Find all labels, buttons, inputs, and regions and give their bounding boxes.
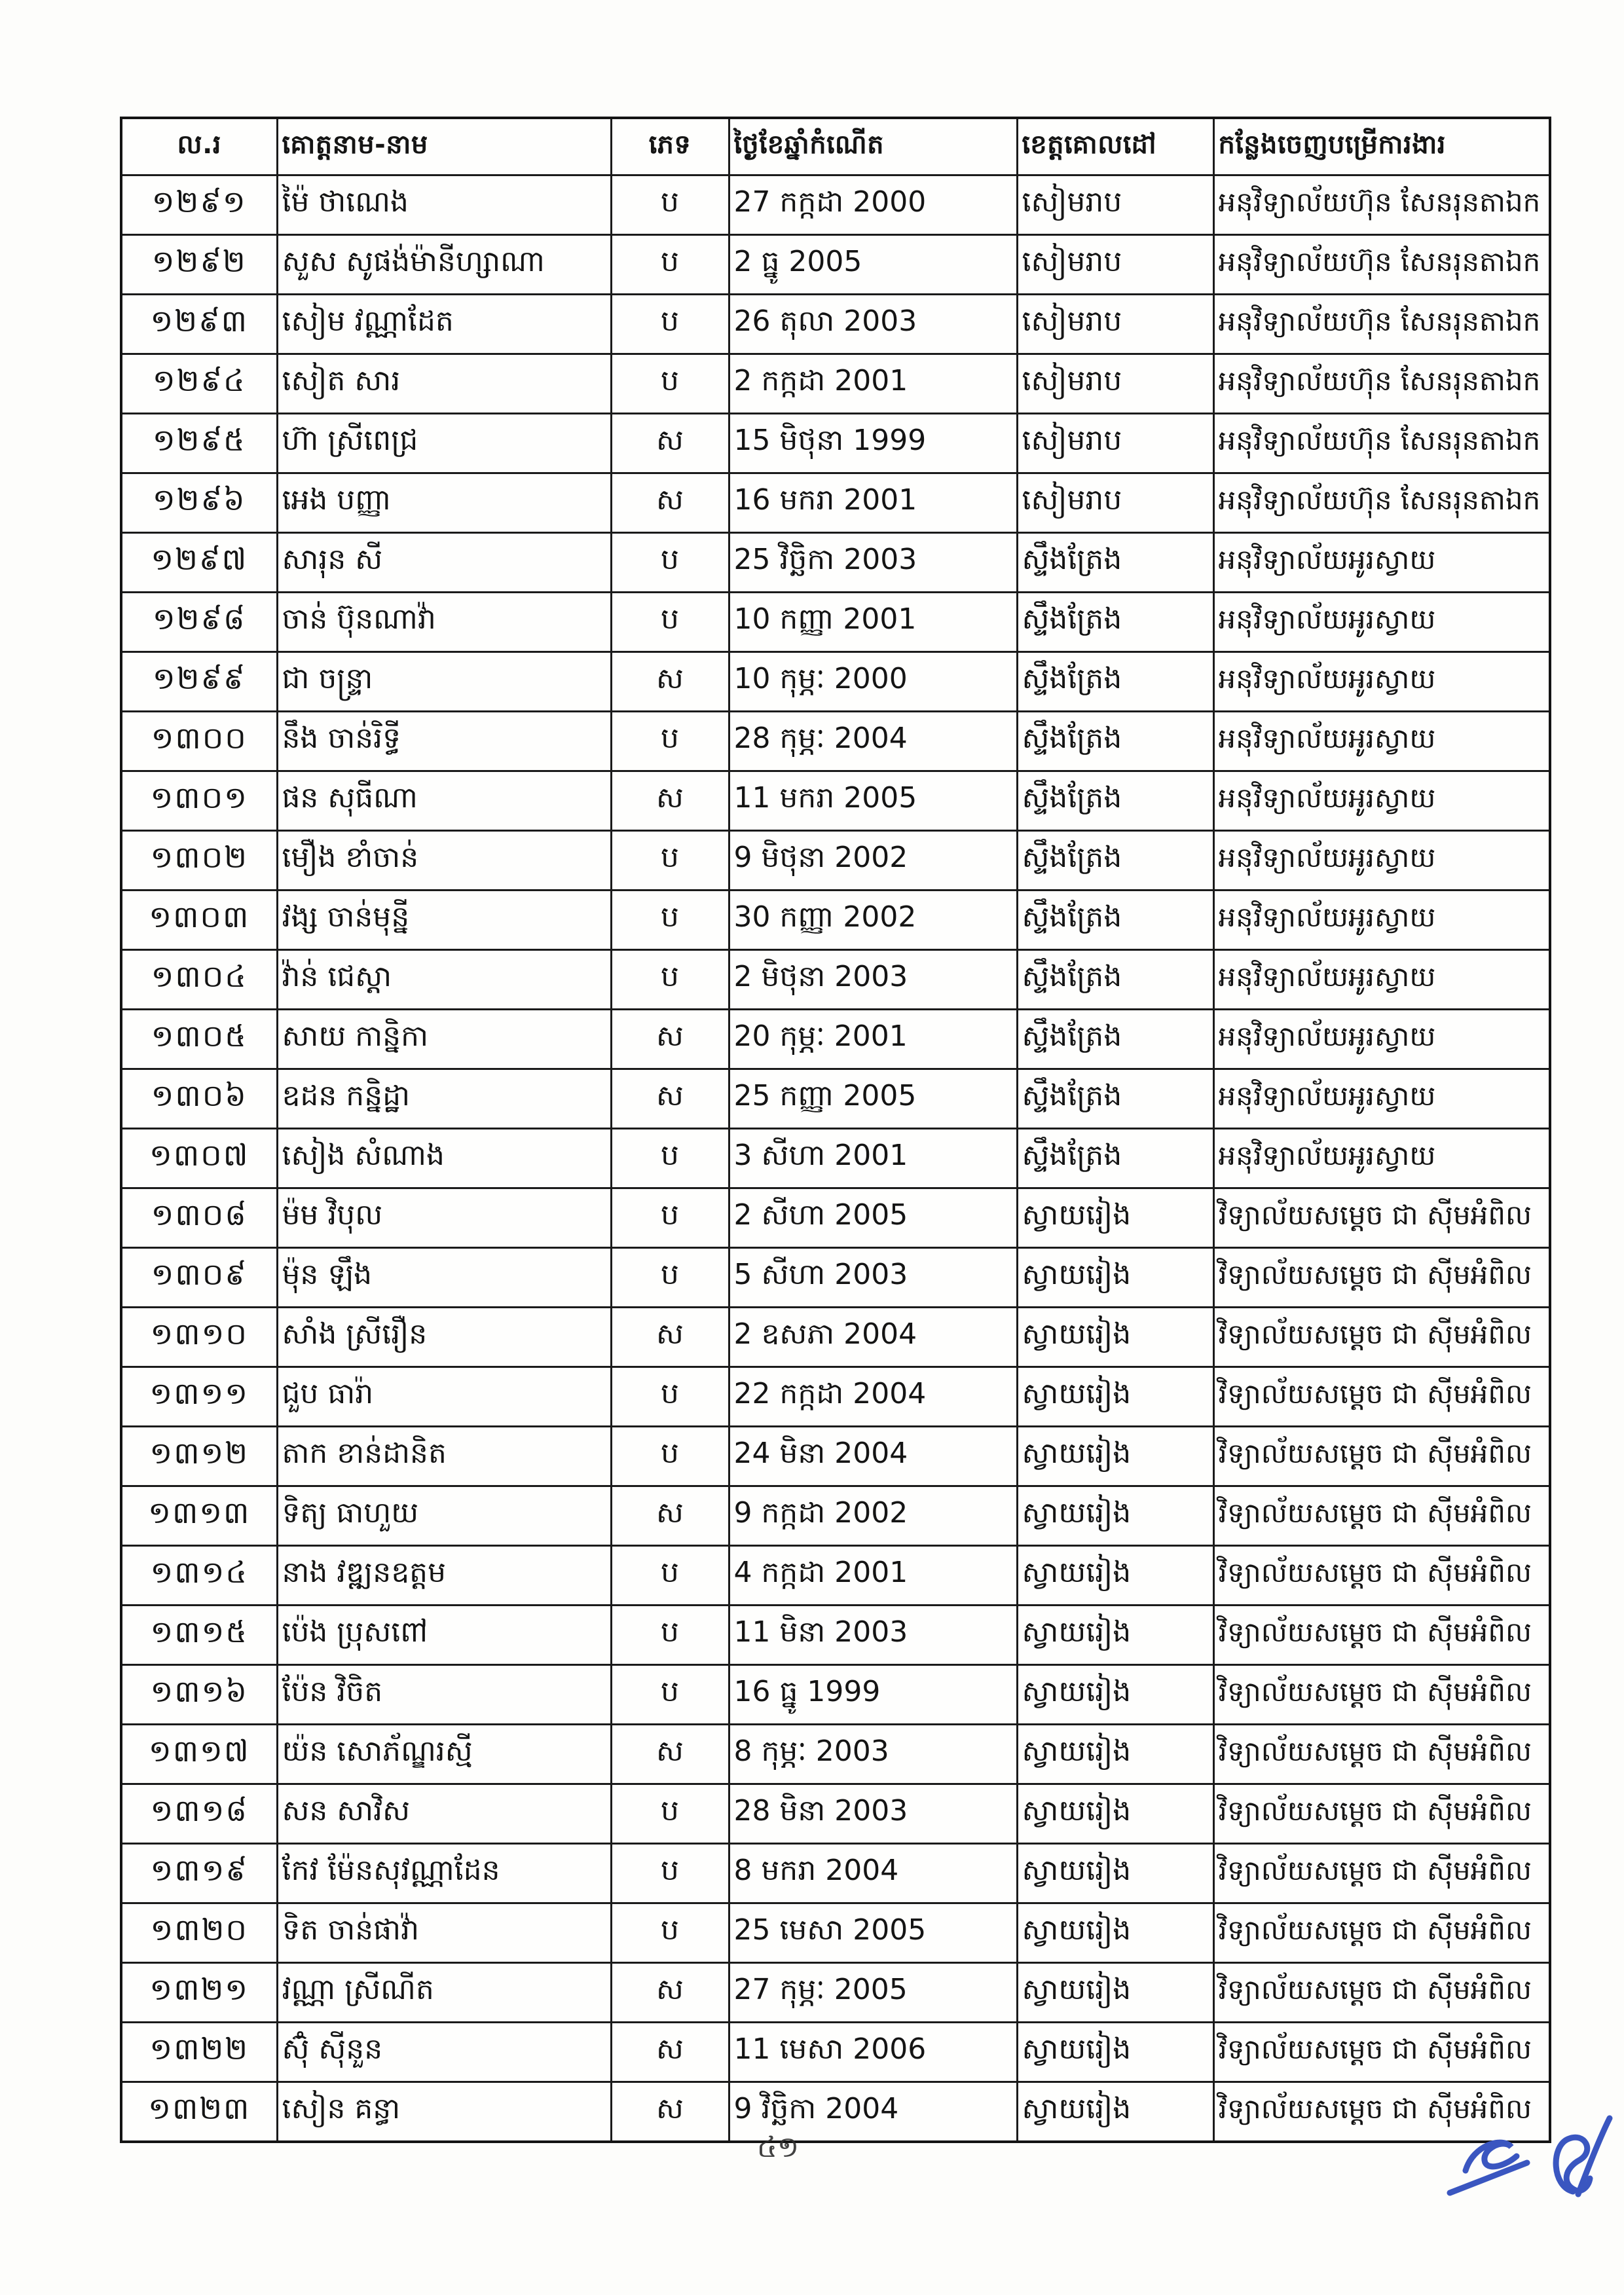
table-row [121, 1903, 1550, 1963]
table-row [121, 354, 1550, 414]
signatures-area [1414, 2105, 1611, 2210]
row-number-cell: ១២៩១ [121, 175, 277, 235]
province-cell: ស្វាយរៀង [1017, 2023, 1213, 2082]
table-row [121, 1844, 1550, 1903]
province-cell: ស្វាយរៀង [1017, 1784, 1213, 1844]
dob-cell: 28 មិនា 2003 [729, 1784, 1017, 1844]
workplace-cell: វិទ្យាល័យសម្តេច ជា ស៊ីមអំពិល [1213, 1367, 1550, 1427]
table-row [121, 1069, 1550, 1129]
dob-cell: 11 មករា 2005 [729, 771, 1017, 831]
gender-cell: ប [611, 1248, 729, 1308]
workplace-cell: វិទ្យាល័យសម្តេច ជា ស៊ីមអំពិល [1213, 2023, 1550, 2082]
dob-cell: 4 កក្កដា 2001 [729, 1546, 1017, 1606]
dob-cell: 9 កក្កដា 2002 [729, 1486, 1017, 1546]
dob-cell: 3 សីហា 2001 [729, 1129, 1017, 1188]
table-row [121, 1427, 1550, 1486]
gender-cell: ប [611, 1129, 729, 1188]
dob-cell: 30 កញ្ញា 2002 [729, 890, 1017, 950]
row-number-cell: ១៣០០ [121, 712, 277, 771]
name-cell: សន សាវិស [277, 1784, 611, 1844]
province-cell: សៀមរាប [1017, 473, 1213, 533]
workplace-cell: វិទ្យាល័យសម្តេច ជា ស៊ីមអំពិល [1213, 2082, 1550, 2142]
table-row [121, 1546, 1550, 1606]
table-row [121, 175, 1550, 235]
dob-cell: 10 កុម្ភៈ 2000 [729, 652, 1017, 712]
name-cell: យ៉ន សោភ័ណ្ឌរស្មី [277, 1725, 611, 1784]
name-cell: ម៉ុន ឡឹង [277, 1248, 611, 1308]
table-row [121, 533, 1550, 593]
gender-cell: ប [611, 1188, 729, 1248]
name-cell: សាយ កាន្និកា [277, 1010, 611, 1069]
gender-cell: ប [611, 533, 729, 593]
province-cell: ស្ទឹងត្រែង [1017, 1069, 1213, 1129]
province-cell: ស្វាយរៀង [1017, 1308, 1213, 1367]
dob-cell: 9 មិថុនា 2002 [729, 831, 1017, 890]
gender-cell: ប [611, 1606, 729, 1665]
gender-cell: ប [611, 1367, 729, 1427]
province-cell: ស្វាយរៀង [1017, 1248, 1213, 1308]
gender-cell: ប [611, 1546, 729, 1606]
dob-cell: 8 កុម្ភៈ 2003 [729, 1725, 1017, 1784]
name-cell: ហ៊ា ស្រីពេជ្រ [277, 414, 611, 473]
gender-cell: ប [611, 354, 729, 414]
header-gender: ភេទ [611, 118, 729, 175]
table-row [121, 1308, 1550, 1367]
table-row [121, 1248, 1550, 1308]
table-row [121, 1606, 1550, 1665]
table-row [121, 593, 1550, 652]
row-number-cell: ១៣១០ [121, 1308, 277, 1367]
row-number-cell: ១៣១៩ [121, 1844, 277, 1903]
dob-cell: 28 កុម្ភៈ 2004 [729, 712, 1017, 771]
name-cell: សៀង សំណាង [277, 1129, 611, 1188]
name-cell: សារុន សី [277, 533, 611, 593]
row-number-cell: ១២៩៧ [121, 533, 277, 593]
workplace-cell: អនុវិទ្យាល័យអូរស្វាយ [1213, 1010, 1550, 1069]
name-cell: វ៉ាន់ ជេស្តា [277, 950, 611, 1010]
gender-cell: ស [611, 1963, 729, 2023]
workplace-cell: វិទ្យាល័យសម្តេច ជា ស៊ីមអំពិល [1213, 1308, 1550, 1367]
workplace-cell: អនុវិទ្យាល័យហ៊ុន សែនរុនតាឯក [1213, 235, 1550, 295]
workplace-cell: អនុវិទ្យាល័យអូរស្វាយ [1213, 831, 1550, 890]
name-cell: ជួប ធារ៉ា [277, 1367, 611, 1427]
row-number-cell: ១២៩៤ [121, 354, 277, 414]
gender-cell: ស [611, 2082, 729, 2142]
workplace-cell: អនុវិទ្យាល័យអូរស្វាយ [1213, 533, 1550, 593]
workplace-cell: វិទ្យាល័យសម្តេច ជា ស៊ីមអំពិល [1213, 1844, 1550, 1903]
workplace-cell: វិទ្យាល័យសម្តេច ជា ស៊ីមអំពិល [1213, 1903, 1550, 1963]
dob-cell: 25 មេសា 2005 [729, 1903, 1017, 1963]
name-cell: នឹង ចាន់រិទ្ធី [277, 712, 611, 771]
name-cell: ផន សុធីណា [277, 771, 611, 831]
table-row [121, 771, 1550, 831]
name-cell: ជា ចន្ទ្រា [277, 652, 611, 712]
gender-cell: ប [611, 1665, 729, 1725]
name-cell: ម៉ម វិបុល [277, 1188, 611, 1248]
table-row [121, 1725, 1550, 1784]
row-number-cell: ១៣១៣ [121, 1486, 277, 1546]
province-cell: ស្វាយរៀង [1017, 1486, 1213, 1546]
province-cell: ស្វាយរៀង [1017, 1665, 1213, 1725]
gender-cell: ប [611, 1427, 729, 1486]
table-row [121, 473, 1550, 533]
province-cell: ស្វាយរៀង [1017, 1188, 1213, 1248]
province-cell: ស្វាយរៀង [1017, 1903, 1213, 1963]
gender-cell: ប [611, 950, 729, 1010]
gender-cell: ប [611, 1784, 729, 1844]
dob-cell: 25 វិច្ឆិកា 2003 [729, 533, 1017, 593]
province-cell: សៀមរាប [1017, 175, 1213, 235]
table-row [121, 1963, 1550, 2023]
header-number: ល.រ [121, 118, 277, 175]
dob-cell: 10 កញ្ញា 2001 [729, 593, 1017, 652]
province-cell: ស្ទឹងត្រែង [1017, 831, 1213, 890]
row-number-cell: ១៣០១ [121, 771, 277, 831]
name-cell: ទិត្យ ធាហួយ [277, 1486, 611, 1546]
gender-cell: ប [611, 593, 729, 652]
province-cell: ស្វាយរៀង [1017, 1963, 1213, 2023]
province-cell: សៀមរាប [1017, 235, 1213, 295]
gender-cell: ស [611, 2023, 729, 2082]
row-number-cell: ១៣២០ [121, 1903, 277, 1963]
gender-cell: ស [611, 1010, 729, 1069]
workplace-cell: អនុវិទ្យាល័យអូរស្វាយ [1213, 1129, 1550, 1188]
row-number-cell: ១៣០៨ [121, 1188, 277, 1248]
workplace-cell: អនុវិទ្យាល័យអូរស្វាយ [1213, 950, 1550, 1010]
workplace-cell: អនុវិទ្យាល័យអូរស្វាយ [1213, 771, 1550, 831]
row-number-cell: ១៣០៣ [121, 890, 277, 950]
dob-cell: 2 ឧសភា 2004 [729, 1308, 1017, 1367]
row-number-cell: ១៣០៤ [121, 950, 277, 1010]
table-row [121, 1486, 1550, 1546]
dob-cell: 9 វិច្ឆិកា 2004 [729, 2082, 1017, 2142]
dob-cell: 20 កុម្ភៈ 2001 [729, 1010, 1017, 1069]
province-cell: ស្ទឹងត្រែង [1017, 593, 1213, 652]
gender-cell: ស [611, 1308, 729, 1367]
row-number-cell: ១៣១៥ [121, 1606, 277, 1665]
workplace-cell: វិទ្យាល័យសម្តេច ជា ស៊ីមអំពិល [1213, 1546, 1550, 1606]
gender-cell: ស [611, 473, 729, 533]
gender-cell: ប [611, 235, 729, 295]
header-name: គោត្តនាម-នាម [277, 118, 611, 175]
row-number-cell: ១៣២២ [121, 2023, 277, 2082]
province-cell: សៀមរាប [1017, 414, 1213, 473]
gender-cell: ប [611, 1844, 729, 1903]
row-number-cell: ១៣១៧ [121, 1725, 277, 1784]
name-cell: ស៊ុំ ស៊ីនួន [277, 2023, 611, 2082]
dob-cell: 16 ធ្នូ 1999 [729, 1665, 1017, 1725]
gender-cell: ស [611, 1069, 729, 1129]
name-cell: វណ្ណា ស្រីណីត [277, 1963, 611, 2023]
row-number-cell: ១៣០៥ [121, 1010, 277, 1069]
province-cell: ស្ទឹងត្រែង [1017, 712, 1213, 771]
table-row [121, 950, 1550, 1010]
row-number-cell: ១៣២៣ [121, 2082, 277, 2142]
name-cell: ទិត ចាន់ផាវ៉ា [277, 1903, 611, 1963]
table-row [121, 2082, 1550, 2142]
dob-cell: 24 មិនា 2004 [729, 1427, 1017, 1486]
workplace-cell: វិទ្យាល័យសម្តេច ជា ស៊ីមអំពិល [1213, 1784, 1550, 1844]
province-cell: ស្ទឹងត្រែង [1017, 1129, 1213, 1188]
workplace-cell: វិទ្យាល័យសម្តេច ជា ស៊ីមអំពិល [1213, 1606, 1550, 1665]
workplace-cell: វិទ្យាល័យសម្តេច ជា ស៊ីមអំពិល [1213, 1963, 1550, 2023]
page-number: ៤១ [756, 2131, 800, 2164]
row-number-cell: ១២៩៨ [121, 593, 277, 652]
workplace-cell: អនុវិទ្យាល័យហ៊ុន សែនរុនតាឯក [1213, 295, 1550, 354]
row-number-cell: ១៣១៨ [121, 1784, 277, 1844]
gender-cell: ប [611, 712, 729, 771]
name-cell: ប៉េង ប្រុសពៅ [277, 1606, 611, 1665]
row-number-cell: ១៣១២ [121, 1427, 277, 1486]
header-workplace: កន្លែងចេញបម្រើការងារ [1213, 118, 1550, 175]
province-cell: ស្វាយរៀង [1017, 1367, 1213, 1427]
table-row [121, 1129, 1550, 1188]
dob-cell: 15 មិថុនា 1999 [729, 414, 1017, 473]
province-cell: ស្ទឹងត្រែង [1017, 950, 1213, 1010]
workplace-cell: អនុវិទ្យាល័យអូរស្វាយ [1213, 593, 1550, 652]
name-cell: សាំង ស្រីរឿន [277, 1308, 611, 1367]
dob-cell: 8 មករា 2004 [729, 1844, 1017, 1903]
row-number-cell: ១២៩៦ [121, 473, 277, 533]
workplace-cell: អនុវិទ្យាល័យអូរស្វាយ [1213, 890, 1550, 950]
table-row [121, 890, 1550, 950]
table-header-row [121, 118, 1550, 175]
gender-cell: ស [611, 1725, 729, 1784]
name-cell: សៀត សារ [277, 354, 611, 414]
gender-cell: ប [611, 890, 729, 950]
province-cell: ស្ទឹងត្រែង [1017, 890, 1213, 950]
gender-cell: ស [611, 414, 729, 473]
province-cell: ស្វាយរៀង [1017, 1844, 1213, 1903]
table-row [121, 652, 1550, 712]
table-row [121, 1188, 1550, 1248]
dob-cell: 2 កក្កដា 2001 [729, 354, 1017, 414]
name-cell: ម៉ៃ ថាណេង [277, 175, 611, 235]
header-province: ខេត្តគោលដៅ [1017, 118, 1213, 175]
province-cell: ស្វាយរៀង [1017, 1546, 1213, 1606]
dob-cell: 2 មិថុនា 2003 [729, 950, 1017, 1010]
gender-cell: ស [611, 652, 729, 712]
personnel-table [120, 117, 1551, 2143]
gender-cell: ប [611, 1903, 729, 1963]
workplace-cell: អនុវិទ្យាល័យអូរស្វាយ [1213, 1069, 1550, 1129]
row-number-cell: ១២៩៣ [121, 295, 277, 354]
province-cell: ស្ទឹងត្រែង [1017, 533, 1213, 593]
table-row [121, 1784, 1550, 1844]
dob-cell: 26 តុលា 2003 [729, 295, 1017, 354]
name-cell: មឿង ខាំចាន់ [277, 831, 611, 890]
row-number-cell: ១៣០៧ [121, 1129, 277, 1188]
row-number-cell: ១៣១១ [121, 1367, 277, 1427]
name-cell: តាក ខាន់ដានិត [277, 1427, 611, 1486]
workplace-cell: អនុវិទ្យាល័យអូរស្វាយ [1213, 712, 1550, 771]
name-cell: វង្ស ចាន់មុន្នី [277, 890, 611, 950]
row-number-cell: ១៣០២ [121, 831, 277, 890]
workplace-cell: អនុវិទ្យាល័យហ៊ុន សែនរុនតាឯក [1213, 354, 1550, 414]
gender-cell: ប [611, 295, 729, 354]
gender-cell: ប [611, 831, 729, 890]
signature-scribble-icon [1539, 2113, 1617, 2205]
province-cell: ស្វាយរៀង [1017, 1606, 1213, 1665]
table-row [121, 295, 1550, 354]
table-row [121, 712, 1550, 771]
workplace-cell: អនុវិទ្យាល័យហ៊ុន សែនរុនតាឯក [1213, 175, 1550, 235]
gender-cell: ស [611, 1486, 729, 1546]
name-cell: កែវ ម៉ែនសុវណ្ណាដែន [277, 1844, 611, 1903]
row-number-cell: ១២៩២ [121, 235, 277, 295]
dob-cell: 2 សីហា 2005 [729, 1188, 1017, 1248]
table-row [121, 1665, 1550, 1725]
dob-cell: 25 កញ្ញា 2005 [729, 1069, 1017, 1129]
workplace-cell: អនុវិទ្យាល័យហ៊ុន សែនរុនតាឯក [1213, 414, 1550, 473]
workplace-cell: វិទ្យាល័យសម្តេច ជា ស៊ីមអំពិល [1213, 1248, 1550, 1308]
table-row [121, 1010, 1550, 1069]
header-dob: ថ្ងៃខែឆ្នាំកំណើត [729, 118, 1017, 175]
name-cell: សៀម វណ្ណាដែត [277, 295, 611, 354]
province-cell: ស្វាយរៀង [1017, 2082, 1213, 2142]
table-row [121, 2023, 1550, 2082]
dob-cell: 16 មករា 2001 [729, 473, 1017, 533]
province-cell: សៀមរាប [1017, 295, 1213, 354]
province-cell: សៀមរាប [1017, 354, 1213, 414]
workplace-cell: វិទ្យាល័យសម្តេច ជា ស៊ីមអំពិល [1213, 1665, 1550, 1725]
dob-cell: 11 មិនា 2003 [729, 1606, 1017, 1665]
name-cell: អេង បញ្ញា [277, 473, 611, 533]
dob-cell: 22 កក្កដា 2004 [729, 1367, 1017, 1427]
row-number-cell: ១៣០៦ [121, 1069, 277, 1129]
province-cell: ស្ទឹងត្រែង [1017, 1010, 1213, 1069]
table-body [121, 175, 1550, 2142]
workplace-cell: អនុវិទ្យាល័យហ៊ុន សែនរុនតាឯក [1213, 473, 1550, 533]
table-row [121, 414, 1550, 473]
province-cell: ស្វាយរៀង [1017, 1725, 1213, 1784]
name-cell: ប៉ែន វិចិត [277, 1665, 611, 1725]
table-row [121, 831, 1550, 890]
workplace-cell: អនុវិទ្យាល័យអូរស្វាយ [1213, 652, 1550, 712]
row-number-cell: ១៣១៤ [121, 1546, 277, 1606]
province-cell: ស្ទឹងត្រែង [1017, 771, 1213, 831]
dob-cell: 27 កក្កដា 2000 [729, 175, 1017, 235]
dob-cell: 2 ធ្នូ 2005 [729, 235, 1017, 295]
province-cell: ស្ទឹងត្រែង [1017, 652, 1213, 712]
row-number-cell: ១៣២១ [121, 1963, 277, 2023]
dob-cell: 5 សីហា 2003 [729, 1248, 1017, 1308]
workplace-cell: វិទ្យាល័យសម្តេច ជា ស៊ីមអំពិល [1213, 1486, 1550, 1546]
province-cell: ស្វាយរៀង [1017, 1427, 1213, 1486]
workplace-cell: វិទ្យាល័យសម្តេច ជា ស៊ីមអំពិល [1213, 1725, 1550, 1784]
row-number-cell: ១៣១៦ [121, 1665, 277, 1725]
name-cell: នាង វឌ្ឍនឧត្តម [277, 1546, 611, 1606]
row-number-cell: ១២៩៩ [121, 652, 277, 712]
row-number-cell: ១៣០៩ [121, 1248, 277, 1308]
gender-cell: ស [611, 771, 729, 831]
workplace-cell: វិទ្យាល័យសម្តេច ជា ស៊ីមអំពិល [1213, 1427, 1550, 1486]
table-row [121, 1367, 1550, 1427]
signature-scribble-icon [1441, 2125, 1539, 2203]
name-cell: ចាន់ ប៊ុនណាវ៉ា [277, 593, 611, 652]
gender-cell: ប [611, 175, 729, 235]
name-cell: សៀន គន្ធា [277, 2082, 611, 2142]
dob-cell: 27 កុម្ភៈ 2005 [729, 1963, 1017, 2023]
table-row [121, 235, 1550, 295]
name-cell: សួស សូផង់ម៉ានីហ្សាណា [277, 235, 611, 295]
name-cell: ឧដន កន្និដ្ឋា [277, 1069, 611, 1129]
workplace-cell: វិទ្យាល័យសម្តេច ជា ស៊ីមអំពិល [1213, 1188, 1550, 1248]
dob-cell: 11 មេសា 2006 [729, 2023, 1017, 2082]
row-number-cell: ១២៩៥ [121, 414, 277, 473]
